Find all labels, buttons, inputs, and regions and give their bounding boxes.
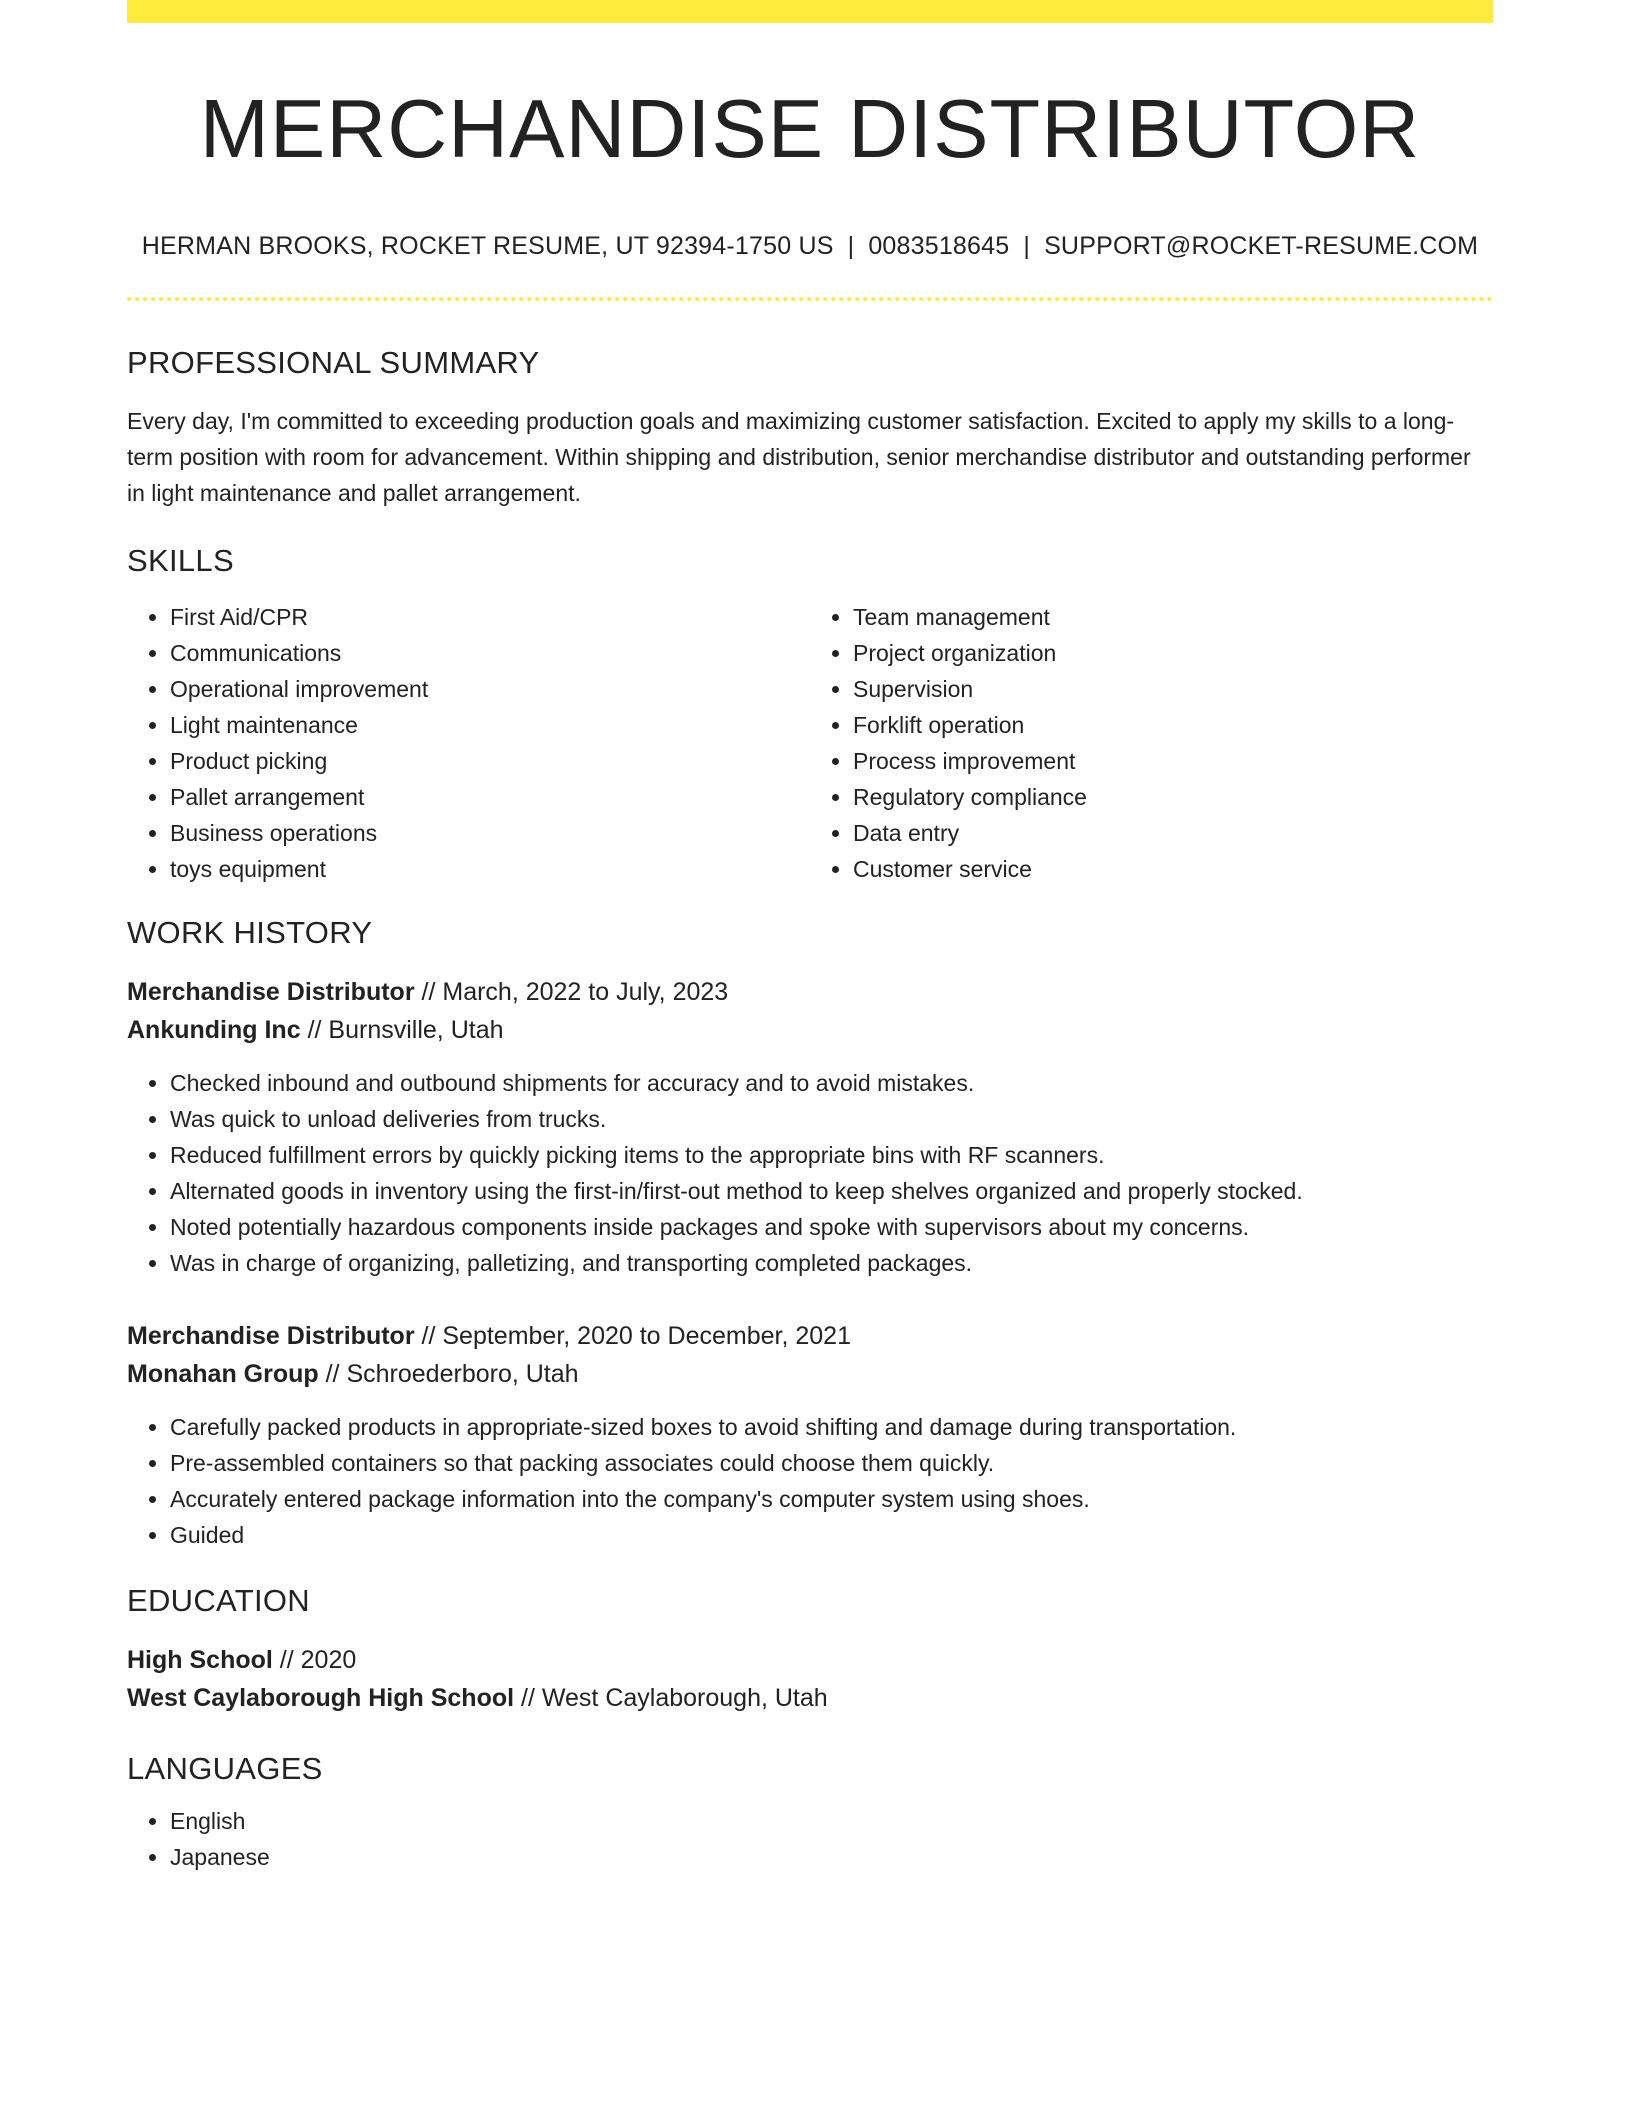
skills-right-column [810,599,1493,887]
job-duty-item: • Guided [170,1517,1493,1553]
job-duty-item: • Checked inbound and outbound shipments for accuracy and to avoid mistakes. [170,1065,1493,1101]
job-title: Merchandise Distributor [127,978,415,1007]
contact-phone: 0083518645 [868,232,1010,261]
separator: // [421,978,436,1007]
contact-address: HERMAN BROOKS, ROCKET RESUME, UT 92394-1750 US [141,232,834,261]
education-heading: EDUCATION [127,1583,310,1619]
skill-item: • Business operations [170,815,810,851]
skill-item: • Data entry [853,815,1493,851]
job-company: Monahan Group [127,1360,319,1389]
skill-item: • Regulatory compliance [853,779,1493,815]
skill-item: • Forklift operation [853,707,1493,743]
skills-heading: SKILLS [127,543,234,579]
dotted-divider [127,297,1493,301]
education-school-line [127,1679,1493,1717]
skill-item: • Team management [853,599,1493,635]
skill-item: • Pallet arrangement [170,779,810,815]
separator: // [279,1646,294,1675]
summary-text: Every day, I'm committed to exceeding production goals and maximizing customer satisfaction. Excited to apply my skills to a long-term position with room for advancement. Within shipping and distribution, senior merchandise distributor and outstanding performer in light maintenance and pallet arrangement. [127,408,1471,507]
job-title-line [127,1317,1493,1355]
skill-item: • Product picking [170,743,810,779]
resume-title: MERCHANDISE DISTRIBUTOR [199,82,1421,175]
skills-grid [127,599,1493,887]
skill-item: • Supervision [853,671,1493,707]
job-duty-item: • Alternated goods in inventory using the first-in/first-out method to keep shelves organized and properly stocked. [170,1173,1493,1209]
job-location: Burnsville, Utah [328,1016,504,1045]
job-duty-item: • Was in charge of organizing, palletizing, and transporting completed packages. [170,1245,1493,1281]
skill-item: • Light maintenance [170,707,810,743]
job-company-line [127,1011,1493,1049]
job-dates: September, 2020 to December, 2021 [442,1322,851,1351]
contact-line [127,232,1493,261]
work-history-heading: WORK HISTORY [127,915,373,951]
job-duty-item: • Was quick to unload deliveries from trucks. [170,1101,1493,1137]
skill-item: • Customer service [853,851,1493,887]
contact-email[interactable]: SUPPORT@ROCKET-RESUME.COM [1044,232,1479,261]
job-title: Merchandise Distributor [127,1322,415,1351]
contact-separator: | [847,232,855,261]
separator: // [421,1322,436,1351]
language-item: • Japanese [170,1839,1493,1875]
job-company: Ankunding Inc [127,1016,301,1045]
language-item: • English [170,1803,1493,1839]
skill-item: • First Aid/CPR [170,599,810,635]
languages-heading: LANGUAGES [127,1751,323,1787]
job-duties-list [127,1409,1493,1553]
job-duties-list [127,1065,1493,1281]
summary-heading: PROFESSIONAL SUMMARY [127,345,540,381]
education-year: 2020 [300,1646,357,1675]
job-duty-item: • Pre-assembled containers so that packing associates could choose them quickly. [170,1445,1493,1481]
accent-top-bar [127,0,1493,23]
job-title-line [127,973,1493,1011]
skill-item: • Communications [170,635,810,671]
skill-item: • Project organization [853,635,1493,671]
skill-item: • Process improvement [853,743,1493,779]
separator: // [307,1016,322,1045]
skill-item: • toys equipment [170,851,810,887]
contact-separator: | [1023,232,1031,261]
resume-page [127,0,1493,1875]
skill-item: • Operational improvement [170,671,810,707]
education-school: West Caylaborough High School [127,1684,515,1713]
job-company-line [127,1355,1493,1393]
skills-left-column [127,599,810,887]
languages-list [127,1803,1493,1875]
job-dates: March, 2022 to July, 2023 [442,978,729,1007]
separator: // [521,1684,535,1713]
separator: // [325,1360,340,1389]
job-duty-item: • Noted potentially hazardous components inside packages and spoke with supervisors about my concerns. [170,1209,1493,1245]
job-location: Schroederboro, Utah [346,1360,579,1389]
job-duty-item: • Reduced fulfillment errors by quickly picking items to the appropriate bins with RF scanners. [170,1137,1493,1173]
job-duty-item: • Carefully packed products in appropriate-sized boxes to avoid shifting and damage during transportation. [170,1409,1493,1445]
education-degree-line [127,1641,1493,1679]
education-location: West Caylaborough, Utah [541,1684,828,1713]
education-degree: High School [127,1646,273,1675]
job-duty-item: • Accurately entered package information into the company's computer system using shoes. [170,1481,1493,1517]
